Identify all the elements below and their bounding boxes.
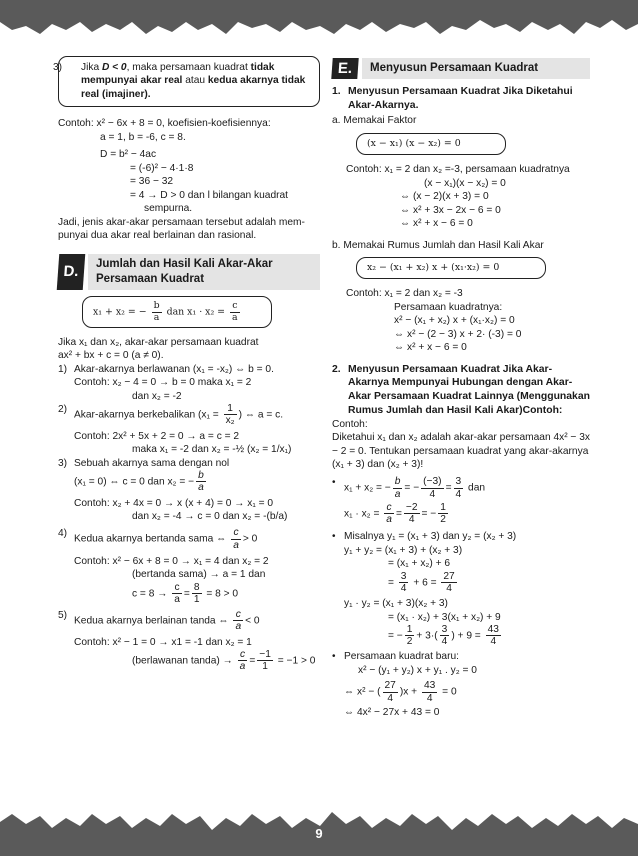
page-number: 9 (315, 825, 323, 841)
subsection-2-title: Menyusun Persamaan Kuadrat Jika Akar-Akarnya Mempunyai Hubungan dengan Akar-Akar Persamaan Kuadrat Lainnya (Menggunakan Rumus Jumlah dan Hasil Kali Akar)Contoh: (348, 363, 590, 416)
section-d-letter: D. (57, 254, 86, 290)
method-a-label: a. Memakai Faktor (332, 115, 417, 127)
right-column (332, 56, 590, 719)
intro-line: ax² + bx + c = 0 (a ≠ 0). (58, 350, 164, 362)
property-item-2: 2) Akar-akarnya berkebalikan (x₁ = $\frac{1}{\text{x₂}}$ ) ⇔ a = c. Contoh: 2x² + 5x + 2 = 0 → a = c = 2 maka x₁ = -2 dan x₂ = -½ (x₂ = 1/x₁) (58, 403, 292, 456)
bullet-sum-product: • x₁ + x₂ = − $\frac{b}{a}$ = − $\frac{(-3)}{4}$ = $\frac{3}{4}$ dan x₁ · x₂ = $\frac{c}{a}$ = $\frac{-2}{4}$ = − $\frac{1}{2}$ (332, 476, 486, 526)
section-e-letter: E. (331, 58, 358, 79)
contoh-line: D = b² − 4ac (100, 149, 157, 161)
contoh-line: Persamaan kuadratnya: (394, 301, 503, 313)
contoh-line: ⇔ x² + x − 6 = 0 (394, 342, 467, 354)
note-box-d-negative (53, 56, 320, 107)
sum-product-formula-box: x₂ − (x₁ + x₂) x + (x₁·x₂) = 0 (356, 257, 546, 279)
contoh-line: a = 1, b = -6, c = 8. (100, 131, 186, 143)
bullet-icon: • (332, 531, 336, 543)
contoh-line: Contoh: x₁ = 2 dan x₂ =-3, persamaan kuadratnya (346, 164, 570, 176)
contoh-discriminant (58, 117, 320, 242)
left-column (53, 56, 320, 673)
contoh-line: punyai dua akar real berlainan dan rasional. (58, 229, 257, 241)
section-d-title: Jumlah dan Hasil Kali Akar-Akar Persamaan Kuadrat (88, 254, 320, 290)
subsection-1-title: Menyusun Persamaan Kuadrat Jika Diketahui Akar-Akarnya. (348, 85, 573, 111)
bullet-new-equation: • Persamaan kuadrat baru: x² − (y₁ + y₂) x + y₁ . y₂ = 0 ⇔ x² − ( $\frac{27}{4}$ )x + $\frac{43}{4}$ = 0 ⇔ 4x² − 27x + 43 = 0 (332, 651, 477, 718)
contoh-line: = (-6)² − 4·1·8 (130, 162, 194, 174)
contoh-label: Contoh: (332, 418, 368, 430)
subsection-2: 2. Menyusun Persamaan Kuadrat Jika Akar-Akarnya Mempunyai Hubungan dengan Akar-Akar Persamaan Kuadrat Lainnya (Menggunakan Rumus Jumlah dan Hasil Kali Akar)Contoh: (332, 363, 590, 416)
contoh-line: (x − x₁)(x − x₂) = 0 (424, 177, 506, 189)
method-b-label: b. Memakai Rumus Jumlah dan Hasil Kali Akar (332, 239, 544, 251)
bullet-new-roots: • Misalnya y₁ = (x₁ + 3) dan y₂ = (x₂ + 3) y₁ + y₂ = (x₁ + 3) + (x₂ + 3) = (x₁ + x₂) + 6 = $\frac{3}{4}$ + 6 = $\frac{27}{4}$ y₁ · y₂ = (x₁ + 3)(x₂ + 3) = (x₁ · x₂) + 3(x₁ + x₂) + 9 = − $\frac{1}{2}$ + 3·( $\frac{3}{4}$ ) + 9 = $\frac{43}{4}$ (332, 531, 517, 648)
contoh-line: Contoh: x₁ = 2 dan x₂ = -3 (346, 288, 463, 300)
property-item-3: 3) Sebuah akarnya sama dengan nol (x₁ = 0) ⇔ c = 0 dan x₂ = − $\frac{b}{a}$ Contoh: x₂ + 4x = 0 → x (x + 4) = 0 → x₁ = 0 dan x₂ = -4 → c = 0 dan x₂ = -(b/a) (58, 457, 288, 522)
contoh-line: = 36 − 32 (130, 176, 174, 188)
contoh-problem-text: Diketahui x₁ dan x₂ adalah akar-akar persamaan 4x² − 3x − 2 = 0. Tentukan persamaan kuadrat yang akar-akarnya (x₁ + 3) dan (x₂ + 3)! (332, 432, 590, 470)
bullet-icon: • (332, 477, 336, 489)
property-item-5: 5) Kedua akarnya berlainan tanda ⇔ $\frac{c}{a}$ < 0 Contoh: x² − 1 = 0 → x1 = -1 dan x₂ = 1 (berlawanan tanda) → $\frac{c}{a}$ = $\frac{-1}{1}$ = −1 > 0 (58, 609, 316, 673)
section-d-heading (58, 254, 320, 290)
factor-formula-box: (x − x₁) (x − x₂) = 0 (356, 133, 506, 155)
contoh-line: ⇔ (x − 2)(x + 3) = 0 (400, 191, 489, 203)
vieta-formula-box: x₁ + x₂ = − $\frac{b}{a}$ dan x₁ · x₂ = $\frac{c}{a}$ (82, 296, 272, 328)
contoh-line: x² − (x₁ + x₂) x + (x₁·x₂) = 0 (394, 315, 515, 327)
property-item-1: 1) Akar-akarnya berlawanan (x₁ = -x₂) ⇔ b = 0. Contoh: x₂ − 4 = 0 → b = 0 maka x₁ = 2 dan x₂ = -2 (58, 363, 274, 402)
intro-line: Jika x₁ dan x₂, akar-akar persamaan kuadrat (58, 337, 259, 348)
note-text: 3) Jika D < 0, maka persamaan kuadrat tidak mempunyai akar real atau kedua akarnya tidak real (imajiner). (53, 62, 306, 100)
section-e-heading (332, 58, 590, 79)
contoh-line: Jadi, jenis akar-akar persamaan tersebut adalah mem- (58, 216, 305, 228)
subsection-1: 1. Menyusun Persamaan Kuadrat Jika Diketahui Akar-Akarnya. (332, 85, 590, 112)
contoh-line: sempurna. (144, 203, 193, 215)
contoh-line: = 4 → D > 0 dan l bilangan kuadrat (130, 189, 289, 201)
contoh-line: ⇔ x² + 3x − 2x − 6 = 0 (400, 204, 501, 216)
property-item-4: 4) Kedua akarnya bertanda sama ⇔ $\frac{c}{a}$ > 0 Contoh: x² − 6x + 8 = 0 → x₁ = 4 dan x₂ = 2 (bertanda sama) → a = 1 dan c = 8 → $\frac{c}{a}$ = $\frac{8}{1}$ = 8 > 0 (58, 527, 269, 605)
bullet-icon: • (332, 651, 336, 663)
torn-paper-top-edge (0, 0, 638, 42)
contoh-line: Contoh: x² − 6x + 8 = 0, koefisien-koefisiennya: (58, 118, 271, 130)
contoh-line: ⇔ x² − (2 − 3) x + 2· (-3) = 0 (394, 328, 522, 340)
section-e-title: Menyusun Persamaan Kuadrat (362, 58, 590, 79)
contoh-line: ⇔ x² + x − 6 = 0 (400, 218, 473, 230)
